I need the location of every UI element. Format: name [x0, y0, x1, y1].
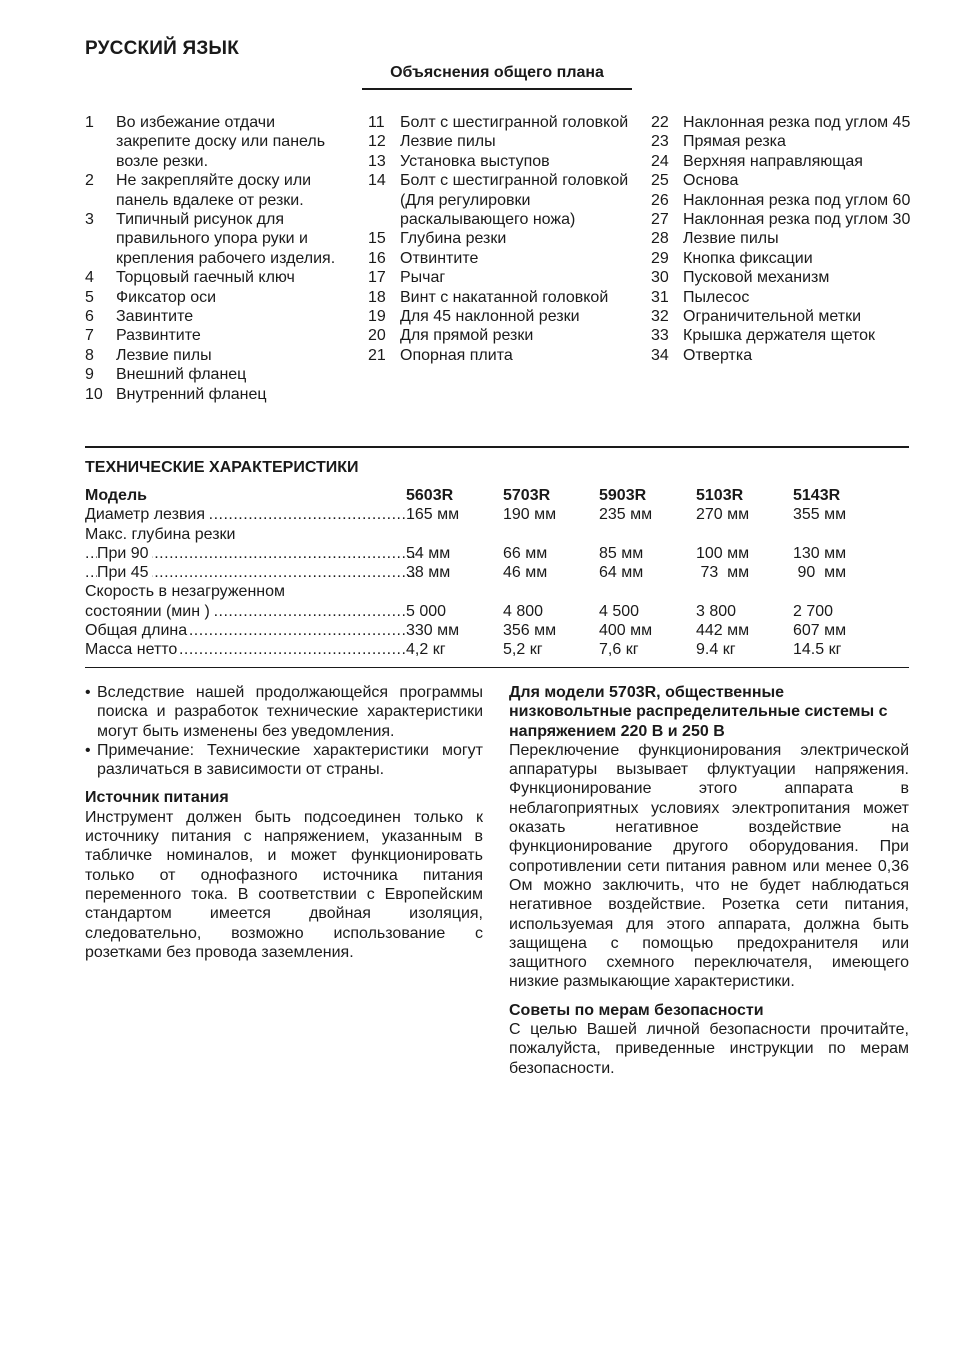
spec-value: 607 мм	[793, 622, 847, 640]
legend-item	[651, 113, 913, 132]
spec-label-text: Масса нетто	[85, 641, 180, 658]
legend-item	[368, 113, 633, 132]
language-title: РУССКИЙ ЯЗЫК	[85, 38, 240, 59]
spec-value: 355 мм	[793, 506, 847, 524]
legend-item	[85, 210, 345, 268]
model-name: 5103R	[696, 487, 744, 504]
legend-item-text: Винт с накатанной головкой	[400, 288, 609, 306]
spec-label	[85, 563, 417, 582]
legend-item	[368, 152, 633, 171]
spec-label-text: При 45	[97, 564, 152, 581]
legend-item-text: Крышка держателя щеток	[683, 327, 875, 345]
legend-item	[651, 249, 913, 268]
legend-item-number: 13	[368, 152, 386, 170]
spec-value: 4 500	[599, 602, 640, 620]
right-column	[509, 683, 909, 1078]
legend-item-number: 30	[651, 269, 669, 287]
legend-item-text: Рычаг	[400, 269, 446, 287]
spec-label	[85, 602, 405, 621]
spec-value: 190 мм	[503, 506, 557, 524]
legend-item-number: 23	[651, 133, 669, 151]
legend-item	[85, 268, 345, 287]
legend-item-text: Пусковой механизм	[683, 269, 830, 287]
legend-item-text: Не закрепляйте доску или панель вдалеке от резки.	[116, 172, 312, 209]
legend-item-number: 12	[368, 133, 386, 151]
specs-header-row	[85, 486, 909, 505]
spec-row	[85, 582, 909, 601]
spec-value: 54 мм	[406, 544, 451, 562]
legend-item-number: 27	[651, 211, 669, 229]
legend-item-text: Завинтите	[116, 308, 194, 326]
legend-item-text: Основа	[683, 172, 739, 190]
spec-value: 38 мм	[406, 564, 451, 582]
legend-item	[651, 307, 913, 326]
legend-item	[651, 210, 913, 229]
spec-value: 130 мм	[793, 544, 847, 562]
legend-item-number: 3	[85, 211, 94, 229]
spec-label	[85, 582, 405, 601]
legend-item-number: 5	[85, 288, 94, 306]
spec-note-text: Примечание: Технические характеристики могут различаться в зависимости от страны.	[97, 741, 483, 779]
spec-note	[85, 683, 483, 741]
spec-value: 5,2 кг	[503, 641, 543, 659]
legend-item-text: Фиксатор оси	[116, 288, 217, 306]
spec-value: 4 800	[503, 602, 544, 620]
legend-item-text: Верхняя направляющая	[683, 152, 863, 170]
specs-header-label: Модель	[85, 487, 147, 504]
safety-text: С целью Вашей личной безопасности прочитайте, пожалуйста, приведенные инструкции по мерам безопасности.	[509, 1021, 909, 1077]
legend-item	[368, 171, 633, 190]
legend-item	[651, 171, 913, 190]
legend-item-number: 17	[368, 269, 386, 287]
legend-item-text: Наклонная резка под углом 30	[683, 211, 911, 229]
spec-row	[85, 640, 909, 659]
spec-value: 46 мм	[503, 564, 548, 582]
legend-item-text: Пылесос	[683, 288, 750, 306]
safety-heading: Советы по мерам безопасности	[509, 1001, 764, 1019]
legend-item-text: Болт с шестигранной головкой	[400, 172, 629, 190]
spec-label-text: Диаметр лезвия	[85, 506, 208, 523]
legend-item-number: 22	[651, 114, 669, 131]
legend-item-number	[368, 191, 400, 230]
legend-item	[85, 288, 345, 307]
legend-item-text: Отвинтите	[400, 249, 479, 267]
legend-item-text: Развинтите	[116, 327, 201, 345]
legend-column-3	[651, 113, 913, 365]
legend-item-number: 11	[368, 114, 385, 131]
spec-label	[85, 621, 405, 640]
legend-item	[368, 229, 633, 248]
legend-item-text: Опорная плита	[400, 346, 513, 364]
legend-item-number: 18	[368, 288, 386, 306]
legend-item-text: Лезвие пилы	[116, 346, 212, 364]
model-name: 5143R	[793, 487, 841, 504]
spec-value: 90 мм	[793, 564, 847, 582]
spec-row	[85, 505, 909, 524]
legend-item	[368, 191, 633, 230]
spec-label-text: Общая длина	[85, 622, 190, 639]
spec-label-text: состоянии (мин )	[85, 603, 213, 620]
legend-item	[651, 288, 913, 307]
legend-item-number: 7	[85, 327, 94, 345]
legend-item-number: 28	[651, 230, 669, 248]
legend-item-text: Наклонная резка под углом 45	[683, 114, 911, 131]
legend-item-text: Прямая резка	[683, 133, 786, 151]
legend-item	[368, 132, 633, 151]
spec-note-text: Вследствие нашей продолжающейся программы поиска и разработок технические характеристики могут быть изменены без уведомления.	[97, 684, 483, 740]
legend-item-number: 32	[651, 308, 669, 326]
legend-item-number: 9	[85, 366, 94, 384]
spec-value: 400 мм	[599, 622, 653, 640]
legend-item-text: Наклонная резка под углом 60	[683, 191, 911, 209]
spec-value: 442 мм	[696, 622, 750, 640]
spec-row	[85, 544, 909, 563]
legend-item	[651, 326, 913, 345]
spec-value: 9.4 кг	[696, 641, 736, 659]
legend-item-text: Отвертка	[683, 346, 753, 364]
spec-value: 14.5 кг	[793, 641, 842, 659]
specs-bottom-rule	[85, 667, 909, 668]
legend-item	[368, 326, 633, 345]
legend-item-number: 29	[651, 249, 669, 267]
legend-item-number: 2	[85, 172, 94, 190]
specs-table	[85, 486, 909, 660]
legend-item	[651, 229, 913, 248]
spec-value: 356 мм	[503, 622, 557, 640]
legend-item-number: 1	[85, 114, 94, 131]
legend-item-text: Установка выступов	[400, 152, 550, 170]
legend-item	[651, 346, 913, 365]
legend-title: Объяснения общего плана	[362, 64, 632, 90]
legend-item-number: 4	[85, 269, 94, 287]
legend-item-text: Болт с шестигранной головкой	[400, 114, 629, 131]
legend-item	[85, 307, 345, 326]
legend-item-number: 10	[85, 385, 103, 403]
spec-value: 4,2 кг	[406, 641, 446, 659]
power-heading: Источник питания	[85, 789, 229, 807]
spec-value: 165 мм	[406, 506, 460, 524]
low-voltage-heading: Для модели 5703R, общественные низковольтные распределительные системы с напряжением 220 В и 250 В	[509, 684, 888, 740]
legend-item-text: Для 45 наклонной резки	[400, 308, 580, 326]
legend-item-text: (Для регулировки раскалывающего ножа)	[400, 191, 576, 229]
section-divider	[85, 446, 909, 448]
model-name: 5903R	[599, 487, 647, 504]
legend-item	[651, 152, 913, 171]
legend-item-number: 21	[368, 346, 386, 364]
spec-label-text: При 90	[97, 545, 152, 562]
model-name: 5603R	[406, 487, 454, 504]
spec-value: 64 мм	[599, 564, 644, 582]
legend-item	[368, 307, 633, 326]
legend-item-text: Внутренний фланец	[116, 385, 267, 403]
legend-item-number: 15	[368, 230, 386, 248]
spec-label-text: Скорость в незагруженном	[85, 583, 288, 600]
legend-item-number: 6	[85, 308, 94, 326]
legend-item	[368, 346, 633, 365]
spec-value: 73 мм	[696, 564, 750, 582]
legend-item	[85, 171, 345, 210]
legend-item-number: 14	[368, 172, 386, 190]
legend-item	[651, 268, 913, 287]
spec-value: 100 мм	[696, 544, 750, 562]
legend-item-number: 31	[651, 288, 669, 306]
legend-item-text: Внешний фланец	[116, 366, 247, 384]
spec-label-text: Макс. глубина резки	[85, 526, 238, 543]
legend-item-number: 34	[651, 346, 669, 364]
legend-item	[85, 326, 345, 345]
spec-value: 330 мм	[406, 622, 460, 640]
spec-value: 85 мм	[599, 544, 644, 562]
spec-row	[85, 602, 909, 621]
legend-item-number: 8	[85, 346, 94, 364]
legend-item	[368, 249, 633, 268]
bullet-mark: •	[85, 741, 91, 759]
spec-value: 270 мм	[696, 506, 750, 524]
spec-note	[85, 741, 483, 780]
legend-item-text: Лезвие пилы	[683, 230, 779, 248]
legend-item	[651, 132, 913, 151]
spec-value: 3 800	[696, 602, 737, 620]
spec-value: 7,6 кг	[599, 641, 639, 659]
legend-column-2	[368, 113, 633, 365]
legend-item-text: Глубина резки	[400, 230, 507, 248]
spec-value: 235 мм	[599, 506, 653, 524]
spec-row	[85, 563, 909, 582]
legend-item-text: Кнопка фиксации	[683, 249, 813, 267]
spec-label	[85, 525, 405, 544]
legend-item	[368, 268, 633, 287]
spec-label	[85, 505, 405, 524]
legend-item	[85, 385, 345, 404]
legend-item-number: 24	[651, 152, 669, 170]
legend-item-number: 33	[651, 327, 669, 345]
power-text: Инструмент должен быть подсоединен только к источнику питания с напряжением, указанным в табличке номиналов, и может функционировать только от однофазного источника питания переменного тока. В соответствии с Европейским стандартом имеется двойная изоляция, следовательно, возможно использование с розетками без провода заземления.	[85, 808, 483, 961]
left-column	[85, 683, 483, 962]
legend-item	[368, 288, 633, 307]
spec-value: 5 000	[406, 602, 447, 620]
legend-item-number: 19	[368, 308, 386, 326]
legend-item	[85, 113, 345, 171]
legend-item	[85, 365, 345, 384]
spec-row	[85, 621, 909, 640]
legend-item-number: 20	[368, 327, 386, 345]
legend-item-text: Торцовый гаечный ключ	[116, 269, 295, 287]
legend-item-text: Для прямой резки	[400, 327, 534, 345]
legend-item-number: 25	[651, 172, 669, 190]
bullet-mark: •	[85, 684, 91, 701]
specs-title: ТЕХНИЧЕСКИЕ ХАРАКТЕРИСТИКИ	[85, 459, 359, 476]
legend-item-text: Типичный рисунок для правильного упора руки и крепления рабочего изделия.	[116, 211, 336, 267]
legend-item-text: Лезвие пилы	[400, 133, 496, 151]
legend-column-1	[85, 113, 345, 404]
legend-item-text: Ограничительной метки	[683, 308, 862, 326]
spec-label	[85, 544, 417, 563]
low-voltage-text: Переключение функционирования электрической аппаратуры вызывает флуктуации напряжения. Функционирование этого аппарата в неблагоприятных условиях электропитания может оказать негативное воздействие на функционирование другого оборудования. При сопротивлении сети питания равном или менее 0,36 Ом можно заключить, что не будет наблюдаться негативное воздействие. Розетка сети питания, используемая для этого аппарата, должна быть защищена с помощью предохранителя или защитного схемного переключателя, имеющего низкие размыкающие характеристики.	[509, 741, 909, 991]
spec-value: 66 мм	[503, 544, 548, 562]
spec-value: 2 700	[793, 602, 834, 620]
legend-item-number: 26	[651, 191, 669, 209]
legend-item-text: Во избежание отдачи закрепите доску или панель возле резки.	[116, 114, 326, 170]
model-name: 5703R	[503, 487, 551, 504]
spec-row	[85, 525, 909, 544]
legend-item	[651, 191, 913, 210]
legend-item	[85, 346, 345, 365]
legend-item-number: 16	[368, 249, 386, 267]
spec-label	[85, 640, 405, 659]
